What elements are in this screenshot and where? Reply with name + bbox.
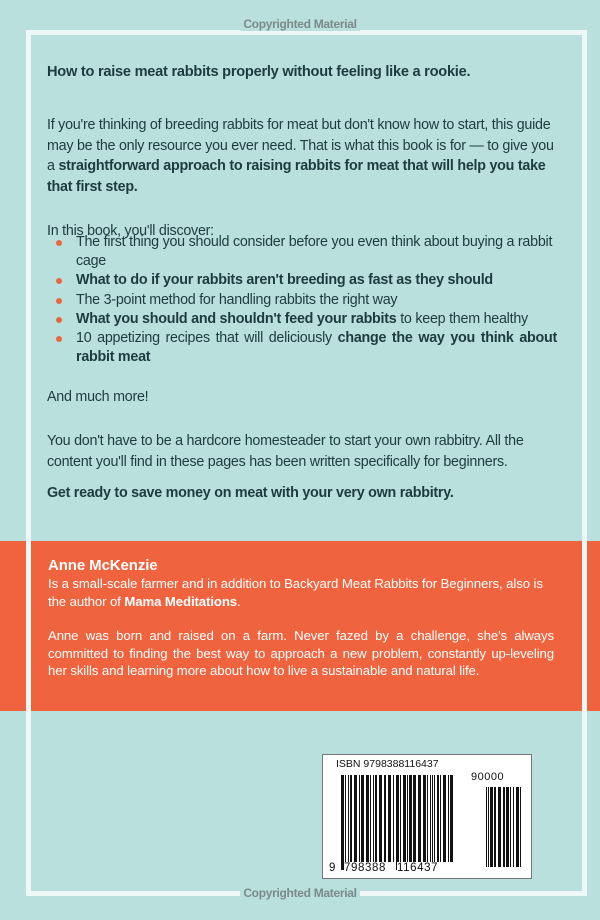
barcode-digits-group2: 116437 — [397, 862, 439, 874]
author-name: Anne McKenzie — [48, 557, 158, 574]
bullet-icon — [56, 298, 62, 304]
intro-text: If you're thinking of breeding rabbits for meat but don't know how to start, this guide may be the only resource you ever need. That is what this book is for — to give you a — [47, 117, 554, 174]
barcode-bar — [348, 775, 349, 862]
intro-bold: straightforward approach to raising rabbits for meat that will help you take that first step. — [47, 158, 546, 195]
list-item: What to do if your rabbits aren't breeding as fast as they should — [47, 271, 557, 290]
barcode-bar — [341, 775, 344, 870]
barcode-bar — [354, 775, 357, 862]
watermark-bottom: Copyrighted Material — [0, 886, 600, 900]
barcode-bar — [427, 775, 428, 862]
discover-label: In this book, you'll discover: — [47, 223, 214, 239]
barcode-bar — [513, 787, 514, 867]
list-item: 10 appetizing recipes that will deliciously change the way you think about rabbit meat — [47, 329, 557, 367]
barcode-bar — [437, 775, 439, 862]
barcode-bar — [443, 775, 446, 862]
barcode-bar — [400, 775, 401, 862]
bullet-icon — [56, 317, 62, 323]
bullet-icon — [56, 278, 62, 284]
barcode-bar — [393, 775, 394, 862]
barcode-bar — [350, 775, 352, 862]
barcode-bar — [403, 775, 406, 862]
barcode-bar — [418, 775, 421, 862]
closing-line: Get ready to save money on meat with your very own rabbitry. — [47, 485, 454, 501]
barcode-bar — [510, 787, 511, 867]
barcode-bar — [379, 775, 382, 862]
barcode-bar — [506, 787, 509, 867]
barcode-bar — [359, 775, 360, 862]
barcode-bar — [373, 775, 374, 862]
intro-paragraph — [47, 115, 557, 197]
barcode-bar — [366, 775, 369, 862]
isbn-label: ISBN 9798388116437 — [336, 758, 439, 770]
barcode-bar — [490, 787, 493, 867]
barcode-bar — [498, 787, 501, 867]
list-item: The 3-point method for handling rabbits the right way — [47, 291, 557, 310]
bullet-icon — [56, 240, 62, 246]
beginners-paragraph: You don't have to be a hardcore homesteader to start your own rabbitry. All the content you'll find in these pages has been written specifically for beginners. — [47, 433, 524, 470]
barcode-bar — [409, 775, 412, 862]
barcode-bar — [345, 775, 346, 870]
barcode-bar — [486, 787, 487, 867]
headline: How to raise meat rabbits properly without feeling like a rookie. — [47, 64, 471, 80]
barcode-bar — [384, 775, 386, 862]
barcode-bar — [361, 775, 364, 862]
barcode-bar — [430, 775, 431, 862]
barcode-digits-group1: 798388 — [344, 862, 386, 874]
barcode-bar — [388, 775, 391, 862]
barcode-bar — [494, 787, 496, 867]
much-more: And much more! — [47, 389, 149, 405]
bullet-icon — [56, 336, 62, 342]
watermark-top: Copyrighted Material — [0, 17, 600, 31]
author-bio: Anne McKenzie Is a small-scale farmer and in addition to Backyard Meat Rabbits for Beginners, also is the author of Mama Meditations. Anne was born and raised on a farm. Never fazed by a challenge, she's always committed to finding the best way to approach a new problem, constantly up-leveling her skills and learning more about how to live a sustainable and natural life. — [48, 557, 554, 678]
other-book-title: Mama Meditations — [124, 593, 238, 609]
barcode-bar — [375, 775, 377, 862]
price-code: 90000 — [471, 771, 505, 783]
barcode-bar — [448, 775, 449, 862]
barcode-bar — [434, 775, 435, 862]
barcode-digit-first: 9 — [329, 862, 336, 874]
barcode-bar — [396, 775, 399, 870]
barcode-bar — [413, 775, 416, 862]
barcode-bar — [440, 775, 441, 862]
author-bio-paragraph: Anne was born and raised on a farm. Never fazed by a challenge, she's always committed to finding the best way to approach a new problem, constantly up-leveling her skills and learning more about how to live a sustainable and natural life. — [48, 628, 554, 678]
barcode-bar — [423, 775, 426, 862]
list-item: What you should and shouldn't feed your rabbits to keep them healthy — [47, 310, 557, 329]
barcode-bar — [516, 787, 519, 867]
barcode-bar — [432, 775, 433, 862]
isbn-barcode — [322, 754, 532, 879]
barcode-bar — [407, 775, 408, 862]
list-item: The first thing you should consider before you even think about buying a rabbit cage — [47, 233, 557, 271]
barcode-bar — [450, 775, 453, 862]
barcode-bar — [503, 787, 505, 867]
feature-list — [47, 233, 557, 367]
barcode-bar — [488, 787, 489, 867]
barcode-bar — [520, 787, 521, 867]
barcode-bar — [370, 775, 371, 862]
